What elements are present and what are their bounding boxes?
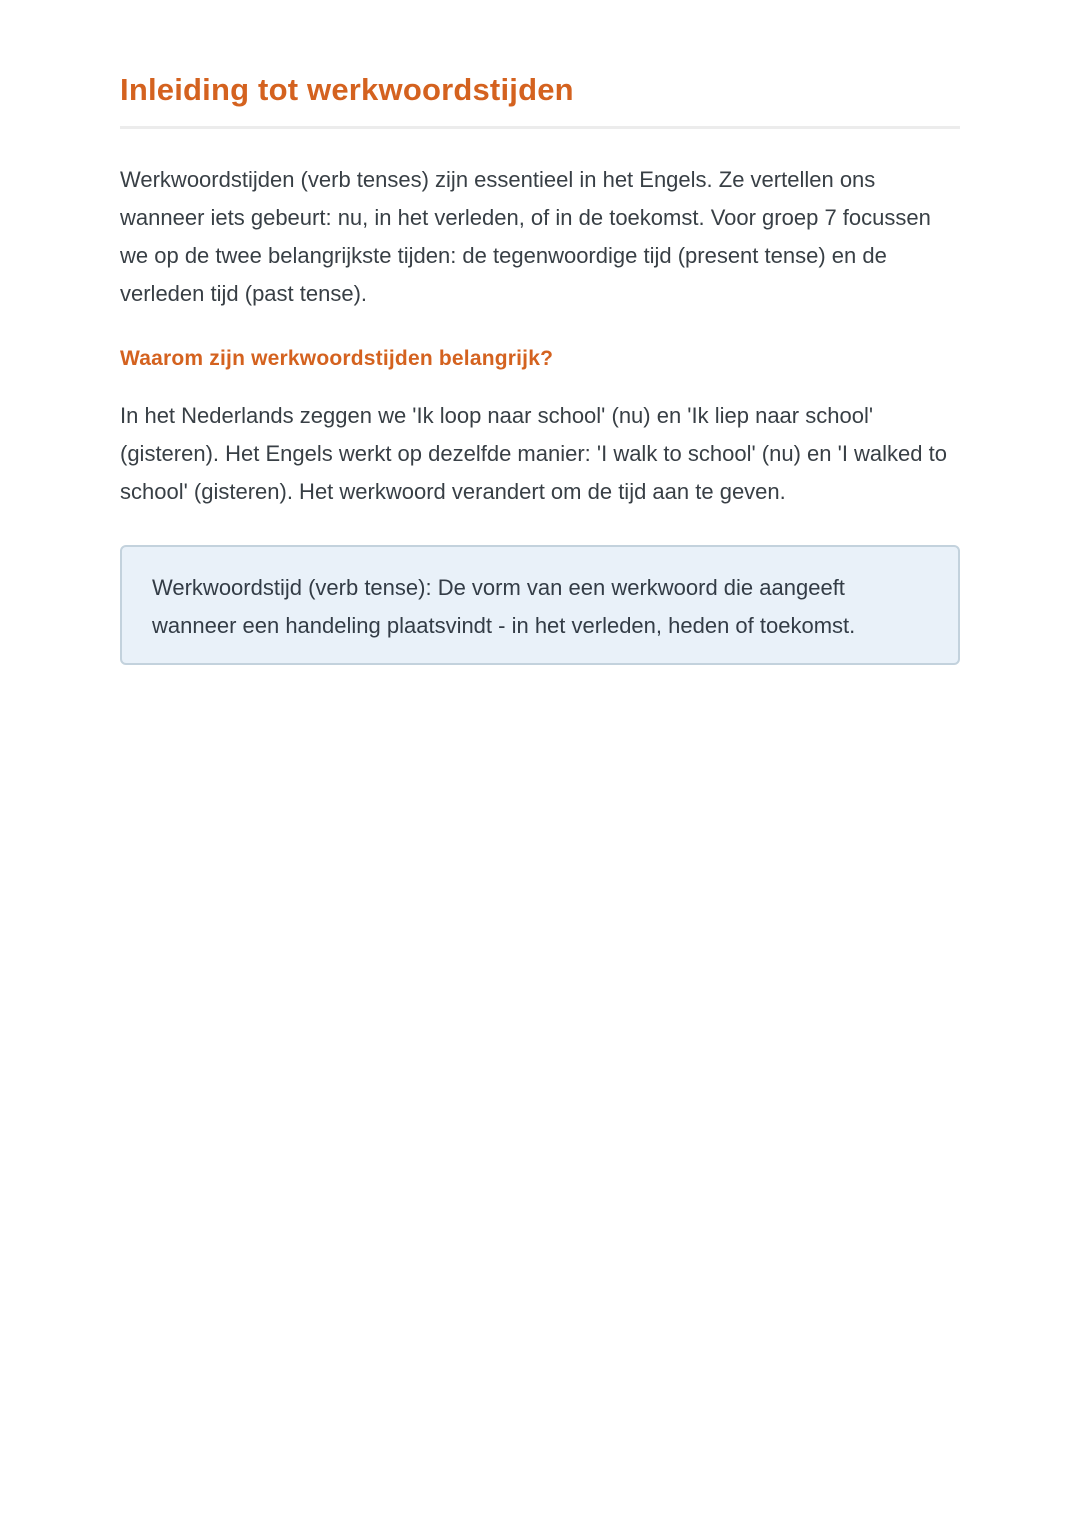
intro-paragraph: Werkwoordstijden (verb tenses) zijn essentieel in het Engels. Ze vertellen ons wanneer iets gebeurt: nu, in het verleden, of in de toekomst. Voor groep 7 focussen we op de twee belangrijkste tijden: de tegenwoordige tijd (present tense) en de verleden tijd (past tense). bbox=[120, 167, 931, 306]
body-paragraph: In het Nederlands zeggen we 'Ik loop naar school' (nu) en 'Ik liep naar school' (gisteren). Het Engels werkt op dezelfde manier: 'I walk to school' (nu) en 'I walked to school' (gisteren). Het werkwoord verandert om de tijd aan te geven. bbox=[120, 403, 947, 504]
section-subheading: Waarom zijn werkwoordstijden belangrijk? bbox=[120, 347, 554, 370]
article-content bbox=[120, 72, 960, 665]
definition-callout-box bbox=[120, 545, 960, 665]
page-title: Inleiding tot werkwoordstijden bbox=[120, 72, 960, 129]
definition-text: Werkwoordstijd (verb tense): De vorm van een werkwoord die aangeeft wanneer een handeling plaatsvindt - in het verleden, heden of toekomst. bbox=[152, 575, 856, 638]
